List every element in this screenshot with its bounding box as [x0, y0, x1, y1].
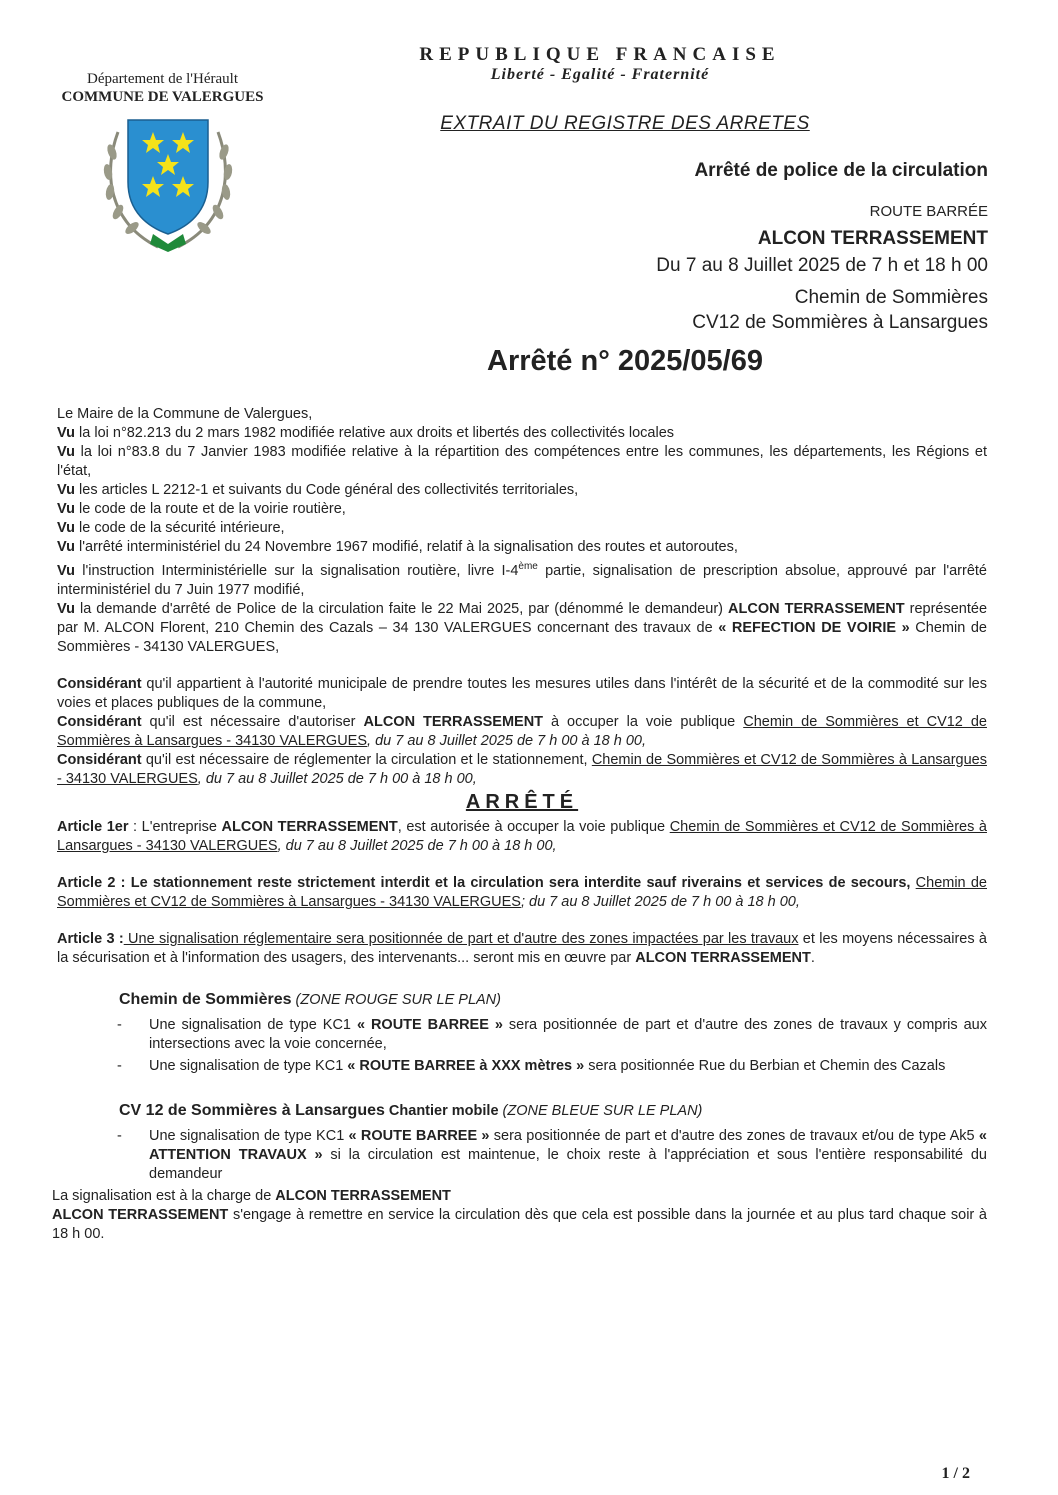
section-chemin-heading: Chemin de Sommières (ZONE ROUGE SUR LE PLAN)	[119, 990, 501, 1008]
article-1: Article 1er : L'entreprise ALCON TERRASSEMENT, est autorisée à occuper la voie publique Chemin de Sommières et CV12 de Sommières à Lansargues - 34130 VALERGUES, du 7 au 8 Juillet 2025 de 7 h 00 à 18 h 00,	[57, 818, 987, 854]
extrait-heading: EXTRAIT DU REGISTRE DES ARRETES	[440, 113, 810, 134]
republic-heading: REPUBLIQUE FRANCAISE	[419, 44, 781, 65]
section-cv12-list	[57, 1127, 987, 1184]
location-cv12: CV12 de Sommières à Lansargues	[692, 312, 988, 333]
ribbon-icon	[150, 234, 186, 252]
considerant-1: Considérant qu'il appartient à l'autorité municipale de prendre toutes les mesures utiles dans l'intérêt de la sécurité et de la commodité sur les voies et places publiques de la commune,	[57, 675, 987, 711]
list-item: - Une signalisation de type KC1 « ROUTE BARREE à XXX mètres » sera positionnée Rue du Berbian et Chemin des Cazals	[57, 1057, 987, 1076]
vu-8: Vu la demande d'arrêté de Police de la circulation faite le 22 Mai 2025, par (dénommé le demandeur) ALCON TERRASSEMENT représentée par M. ALCON Florent, 210 Chemin des Cazals – 34 130 VALERGUES concernant des travaux de « REFECTION DE VOIRIE » Chemin de Sommières - 34130 VALERGUES,	[57, 600, 988, 655]
footer-line-1: La signalisation est à la charge de ALCON TERRASSEMENT	[52, 1187, 451, 1204]
vu-1: Vu la loi n°82.213 du 2 mars 1982 modifiée relative aux droits et libertés des collectivités locales	[57, 425, 675, 441]
vu-3: Vu les articles L 2212-1 et suivants du Code général des collectivités territoriales,	[57, 482, 579, 498]
section-cv12-heading: CV 12 de Sommières à Lansargues Chantier mobile (ZONE BLEUE SUR LE PLAN)	[119, 1101, 703, 1119]
vu-7: Vu l'instruction Interministérielle sur la signalisation routière, livre I-4ème partie, signalisation de prescription absolue, approuvé par l'arrêté interministériel du 7 Juin 1977 modifié,	[57, 561, 987, 598]
footer-line-2: ALCON TERRASSEMENT s'engage à remettre en service la circulation dès que cela est possible dans la journée et au plus tard chaque soir à 18 h 00.	[52, 1206, 987, 1242]
route-barree-label: ROUTE BARRÉE	[869, 203, 988, 220]
company-name: ALCON TERRASSEMENT	[757, 228, 988, 249]
document-body	[52, 405, 988, 1244]
considerant-2: Considérant qu'il est nécessaire d'autoriser ALCON TERRASSEMENT à occuper la voie publique Chemin de Sommières et CV12 de Sommières à Lansargues - 34130 VALERGUES, du 7 au 8 Juillet 2025 de 7 h 00 à 18 h 00,	[57, 713, 987, 749]
vu-2: Vu la loi n°83.8 du 7 Janvier 1983 modifiée relative à la répartition des compétences entre les communes, les départements, les Régions et l'état,	[57, 444, 987, 479]
vu-intro: Le Maire de la Commune de Valergues,	[57, 406, 313, 422]
list-item: - Une signalisation de type KC1 « ROUTE BARREE » sera positionnée de part et d'autre des zones de travaux et/ou de type Ak5 « ATTENTION TRAVAUX » si la circulation est maintenue, le choix reste à l'appréciation et sous l'entière responsabilité du demandeur	[57, 1127, 987, 1184]
article-3: Article 3 : Une signalisation réglementaire sera positionnée de part et d'autre des zones impactées par les travaux et les moyens nécessaires à la sécurisation et à l'information des usagers, des intervenants... seront mis en œuvre par ALCON TERRASSEMENT.	[57, 930, 987, 966]
page-number: 1 / 2	[941, 1465, 970, 1482]
list-item: - Une signalisation de type KC1 « ROUTE BARREE » sera positionnée de part et d'autre des zones de travaux y compris aux intersections avec la voie concernée,	[57, 1016, 987, 1054]
police-title: Arrêté de police de la circulation	[694, 160, 988, 181]
article-2: Article 2 : Le stationnement reste strictement interdit et la circulation sera interdite sauf riverains et services de secours, Chemin de Sommières et CV12 de Sommières à Lansargues - 34130 VALERGUES; du 7 au 8 Juillet 2025 de 7 h 00 à 18 h 00,	[57, 874, 987, 910]
arrete-title: ARRÊTÉ	[465, 790, 579, 813]
arrete-number: Arrêté n° 2025/05/69	[487, 345, 763, 377]
commune-name: COMMUNE DE VALERGUES	[61, 89, 264, 105]
date-range: Du 7 au 8 Juillet 2025 de 7 h et 18 h 00	[656, 255, 988, 276]
department-block	[40, 70, 285, 106]
department-name: Département de l'Hérault	[87, 71, 238, 87]
considerant-3: Considérant qu'il est nécessaire de réglementer la circulation et le stationnement, Chemin de Sommières et CV12 de Sommières à Lansargues - 34130 VALERGUES, du 7 au 8 Juillet 2025 de 7 h 00 à 18 h 00,	[57, 751, 987, 787]
coat-of-arms-logo	[98, 112, 238, 262]
section-chemin-list	[57, 1016, 987, 1076]
vu-6: Vu l'arrêté interministériel du 24 Novembre 1967 modifié, relatif à la signalisation des routes et autoroutes,	[57, 539, 738, 555]
shield-icon	[128, 120, 208, 234]
motto: Liberté - Egalité - Fraternité	[490, 66, 710, 83]
location-chemin: Chemin de Sommières	[794, 287, 988, 308]
vu-5: Vu le code de la sécurité intérieure,	[57, 520, 285, 536]
vu-4: Vu le code de la route et de la voirie routière,	[57, 501, 346, 517]
